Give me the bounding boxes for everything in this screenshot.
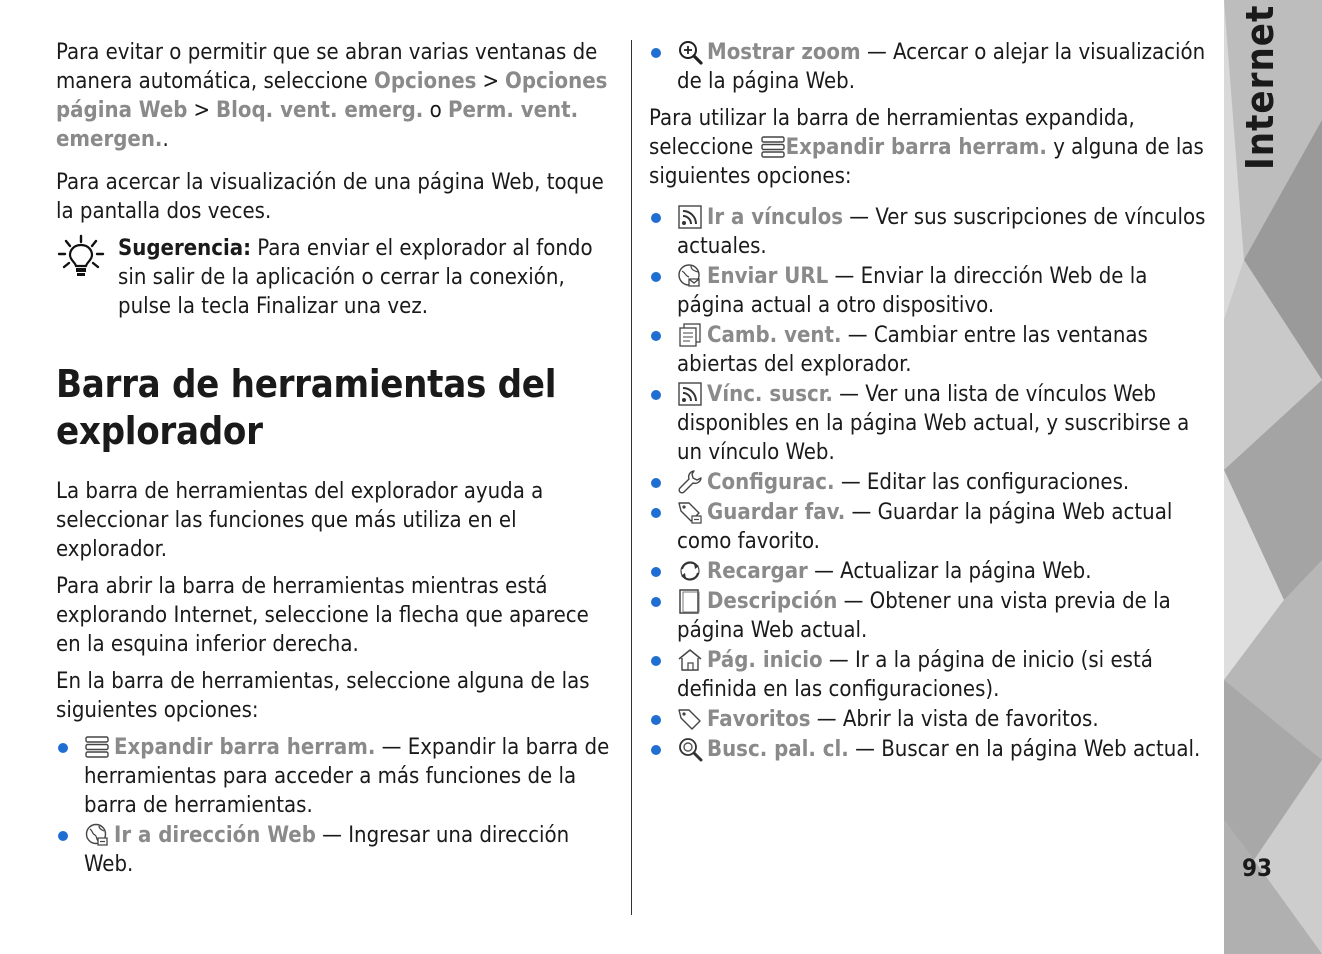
page-number: 93	[1242, 854, 1273, 882]
list-item: Configurac. — Editar las configuraciones.	[649, 468, 1214, 497]
option-label: Enviar URL	[707, 264, 829, 289]
bullet-icon	[651, 656, 661, 666]
bullet-icon	[651, 478, 661, 488]
switch-window-icon	[677, 322, 703, 348]
send-url-icon	[677, 263, 703, 289]
bullet-icon	[651, 508, 661, 518]
globe-address-icon	[84, 822, 110, 848]
save-bookmark-icon	[677, 499, 703, 525]
open-toolbar-paragraph: Para abrir la barra de herramientas mientras está explorando Internet, seleccione la flecha que aparece en la esquina inferior derecha.	[56, 574, 589, 657]
expanded-options-list	[649, 203, 1214, 764]
list-item: Guardar fav. — Guardar la página Web actual como favorito.	[649, 498, 1214, 556]
options-paragraph: En la barra de herramientas, seleccione alguna de las siguientes opciones:	[56, 669, 590, 723]
option-label: Guardar fav.	[707, 500, 846, 525]
tip-text: Sugerencia: Para enviar el explorador al fondo sin salir de la aplicación o cerrar la conexión, pulse la tecla Finalizar una vez.	[118, 236, 593, 319]
option-label: Ir a vínculos	[707, 205, 844, 230]
subscribe-feed-icon	[677, 381, 703, 407]
bullet-icon	[651, 331, 661, 341]
reload-icon	[677, 558, 703, 584]
bookmarks-icon	[677, 706, 703, 732]
zoom-paragraph: Para acercar la visualización de una página Web, toque la pantalla dos veces.	[56, 170, 604, 224]
list-item: Expandir barra herram. — Expandir la barra de herramientas para acceder a más funciones de la barra de herramientas.	[56, 733, 618, 820]
intro-paragraph: La barra de herramientas del explorador ayuda a seleccionar las funciones que más utiliza en el explorador.	[56, 479, 544, 562]
bullet-icon	[651, 745, 661, 755]
list-item: Recargar — Actualizar la página Web.	[649, 557, 1214, 586]
option-label: Mostrar zoom	[707, 40, 861, 65]
option-label: Favoritos	[707, 707, 811, 732]
bullet-icon	[58, 743, 68, 753]
bullet-icon	[58, 831, 68, 841]
list-item: Favoritos — Abrir la vista de favoritos.	[649, 705, 1214, 734]
list-item: Mostrar zoom — Acercar o alejar la visualización de la página Web.	[649, 38, 1214, 96]
tip-label: Sugerencia:	[118, 236, 252, 261]
expand-toolbar-icon	[84, 734, 110, 760]
menu-path-opciones: Opciones	[374, 69, 477, 94]
feed-links-icon	[677, 204, 703, 230]
list-item: Pág. inicio — Ir a la página de inicio (si está definida en las configuraciones).	[649, 646, 1214, 704]
option-label: Expandir barra herram.	[785, 135, 1047, 160]
list-item: Enviar URL — Enviar la dirección Web de la página actual a otro dispositivo.	[649, 262, 1214, 320]
option-label: Configurac.	[707, 470, 835, 495]
menu-path-bloq-vent: Bloq. vent. emerg.	[216, 98, 424, 123]
option-label: Vínc. suscr.	[707, 382, 833, 407]
right-column	[649, 38, 1214, 765]
bullet-icon	[651, 48, 661, 58]
option-label: Recargar	[707, 559, 808, 584]
find-keyword-icon	[677, 736, 703, 762]
bullet-icon	[651, 715, 661, 725]
menu-path-opciones-pagina-web: Opciones página Web	[56, 69, 608, 123]
bullet-icon	[651, 272, 661, 282]
option-label: Descripción	[707, 589, 838, 614]
option-label: Expandir barra herram.	[114, 735, 376, 760]
home-icon	[677, 647, 703, 673]
section-title: Internet	[1238, 4, 1282, 170]
list-item: Camb. vent. — Cambiar entre las ventanas abiertas del explorador.	[649, 321, 1214, 379]
wrench-icon	[677, 469, 703, 495]
option-label: Ir a dirección Web	[114, 823, 316, 848]
list-item: Ir a dirección Web — Ingresar una dirección Web.	[56, 821, 618, 879]
bullet-icon	[651, 567, 661, 577]
bullet-icon	[651, 390, 661, 400]
zoom-option-list	[649, 38, 1214, 96]
bullet-icon	[651, 213, 661, 223]
option-label: Pág. inicio	[707, 648, 823, 673]
option-label: Busc. pal. cl.	[707, 737, 849, 762]
zoom-icon	[677, 39, 703, 65]
list-item: Busc. pal. cl. — Buscar en la página Web actual.	[649, 735, 1214, 764]
list-item: Vínc. suscr. — Ver una lista de vínculos Web disponibles en la página Web actual, y suscribirse a un vínculo Web.	[649, 380, 1214, 467]
section-heading: Barra de herramientas del explorador	[56, 362, 557, 453]
left-column	[56, 38, 618, 880]
expand-toolbar-icon	[760, 134, 786, 160]
column-divider	[631, 40, 632, 915]
bullet-icon	[651, 597, 661, 607]
lightbulb-icon	[56, 234, 110, 321]
popup-paragraph: Para evitar o permitir que se abran varias ventanas de manera automática, seleccione Opciones > Opciones página Web > Bloq. vent. emerg. o Perm. vent. emergen..	[56, 40, 608, 152]
option-label: Camb. vent.	[707, 323, 842, 348]
menu-path-perm-vent: Perm. vent. emergen.	[56, 98, 579, 152]
page-overview-icon	[677, 588, 703, 614]
toolbar-options-list	[56, 733, 618, 879]
expanded-toolbar-paragraph: Para utilizar la barra de herramientas expandida, seleccione Expandir barra herram. y alguna de las siguientes opciones:	[649, 106, 1204, 189]
list-item: Descripción — Obtener una vista previa de la página Web actual.	[649, 587, 1214, 645]
tip-box	[56, 234, 618, 321]
list-item: Ir a vínculos — Ver sus suscripciones de vínculos actuales.	[649, 203, 1214, 261]
